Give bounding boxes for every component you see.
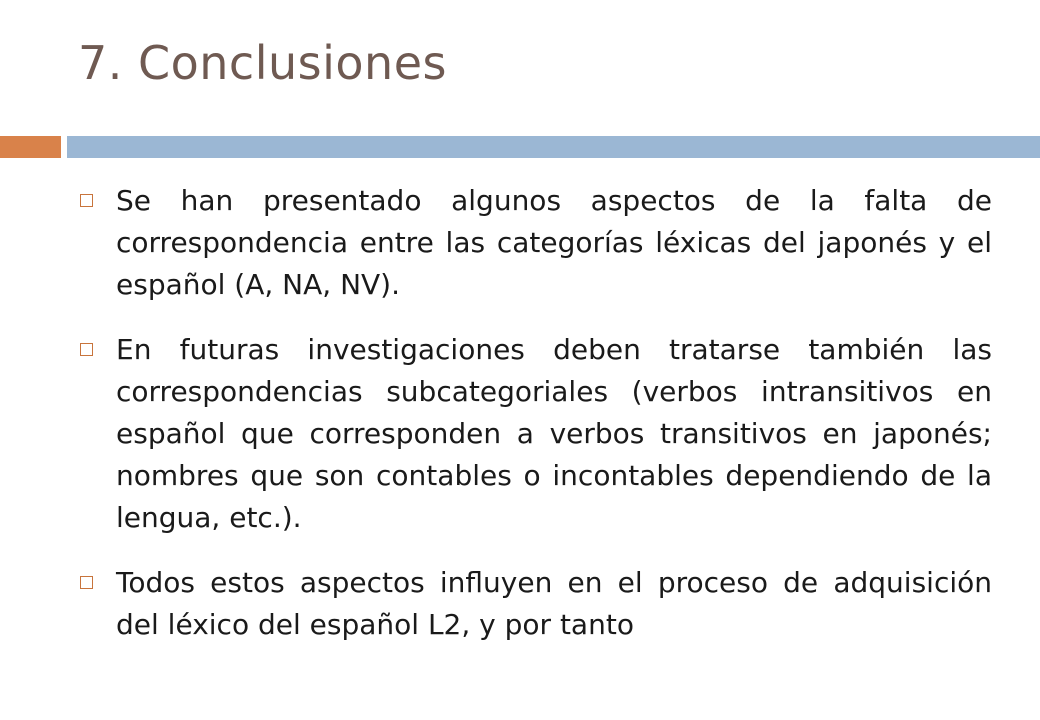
bullet-list [80, 180, 992, 669]
orange-accent-bar [0, 136, 61, 158]
bullet-text: En futuras investigaciones deben tratarse también las correspondencias subcategoriales (verbos intransitivos en español que corresponden a verbos transitivos en japonés; nombres que son contables o incontables dependiendo de la lengua, etc.). [116, 333, 992, 534]
bullet-text: Todos estos aspectos influyen en el proceso de adquisición del léxico del español L2, y por tanto [116, 566, 992, 641]
slide-title: 7. Conclusiones [78, 36, 447, 90]
blue-header-bar [67, 136, 1040, 158]
bullet-item [80, 329, 992, 539]
square-bullet-icon [80, 576, 93, 589]
bullet-text: Se han presentado algunos aspectos de la falta de correspondencia entre las categorías léxicas del japonés y el español (A, NA, NV). [116, 184, 992, 301]
bullet-item [80, 562, 992, 646]
square-bullet-icon [80, 343, 93, 356]
bullet-item [80, 180, 992, 306]
square-bullet-icon [80, 194, 93, 207]
